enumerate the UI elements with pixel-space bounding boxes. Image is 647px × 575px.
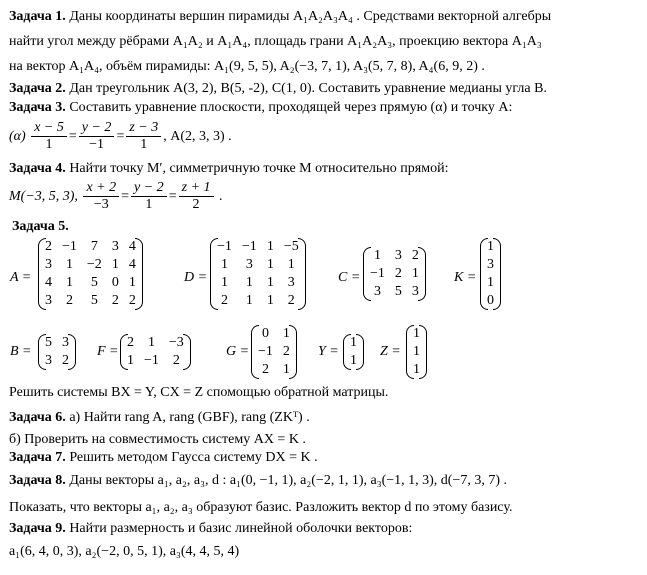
- matrix-F-row: [122, 334, 189, 352]
- matrix-B-cell: 3: [45, 353, 52, 368]
- matrix-A-cell: 5: [90, 293, 98, 308]
- matrix-F-cell: 2: [172, 353, 180, 368]
- task3-f2-den: −1: [89, 137, 105, 153]
- matrix-A-cell: 3: [45, 293, 52, 308]
- matrix-D-cell: 1: [266, 257, 274, 272]
- matrix-A-cell: 1: [128, 275, 136, 290]
- matrix-A-row: [40, 292, 141, 310]
- matrix-Z-cell: 1: [413, 362, 420, 377]
- task4-f1-num: x + 2: [83, 180, 119, 197]
- matrix-D: [212, 238, 304, 310]
- matrix-Z-cell: 1: [413, 344, 420, 359]
- label-K: K =: [454, 270, 477, 285]
- label-D: D =: [184, 270, 208, 285]
- matrix-A-cell: 4: [45, 275, 52, 290]
- task4-f2-num: y − 2: [131, 180, 167, 197]
- matrix-D-row: [212, 274, 304, 292]
- task8-line2: Показать, что векторы a₁, a₂, a₃ образуют базис. Разложить вектор d по этому базису.: [9, 500, 513, 515]
- matrix-D-cell: 1: [287, 257, 295, 272]
- task4-frac-z: [179, 180, 214, 213]
- task2-text: Дан треугольник A(3, 2), B(5, -2), C(1, 0). Составить уравнение медианы угла B.: [69, 81, 547, 96]
- task1-text1: Даны координаты вершин пирамиды A₁A₂A₃A₄ . Средствами векторной алгебры: [69, 9, 552, 24]
- matrix-D-row: [212, 292, 304, 310]
- matrix-Z-cell: 1: [413, 326, 420, 341]
- matrix-C-row: [365, 283, 424, 301]
- matrix-Y-cell: 1: [350, 353, 357, 368]
- task9-text: Найти размерность и базис линейной оболочки векторов:: [69, 521, 413, 536]
- task4-text: Найти точку M′, симметричную точке M относительно прямой:: [69, 161, 449, 176]
- matrix-D-cell: 2: [287, 293, 295, 308]
- task8-title: Задача 8.: [9, 473, 66, 488]
- matrix-A-cell: 7: [90, 239, 98, 254]
- task6-a: а) Найти rang A, rang (GBF), rang (ZKᵀ) .: [69, 410, 310, 425]
- task3-frac-x: [31, 120, 67, 153]
- matrix-D-cell: −5: [283, 239, 299, 254]
- task3-frac-y: [79, 120, 115, 153]
- matrix-D-cell: 1: [266, 239, 274, 254]
- task6-title: Задача 6.: [9, 410, 66, 425]
- matrix-F: [122, 334, 189, 370]
- task4-point-m: M(−3, 5, 3),: [9, 189, 78, 204]
- matrix-A-cell: 4: [128, 239, 136, 254]
- task5-solve: Решить системы BX = Y, CX = Z спомощью обратной матрицы.: [9, 385, 389, 400]
- label-Z: Z =: [380, 344, 401, 359]
- matrix-G-cell: 1: [282, 362, 290, 377]
- matrix-A-cell: 3: [45, 257, 52, 272]
- matrix-A: [40, 238, 141, 310]
- task4-f3-num: z + 1: [179, 180, 214, 197]
- matrix-A-cell: 1: [111, 257, 119, 272]
- matrix-C-row: [365, 265, 424, 283]
- matrix-D-cell: 3: [287, 275, 295, 290]
- matrix-B-cell: 2: [62, 353, 69, 368]
- task1-line2: найти угол между рёбрами A₁A₂ и A₁A₄, площадь грани A₁A₂A₃, проекцию вектора A₁A₃: [9, 34, 542, 49]
- task4-title: Задача 4.: [9, 161, 66, 176]
- label-A: A =: [10, 270, 32, 285]
- matrix-C-cell: 3: [394, 248, 402, 263]
- task1-line1: [9, 8, 551, 26]
- matrix-Y: [345, 334, 362, 370]
- matrix-G-cell: 2: [261, 362, 269, 377]
- matrix-D-cell: 1: [245, 275, 253, 290]
- matrix-A-row: [40, 256, 141, 274]
- matrix-C-cell: 3: [373, 284, 381, 299]
- matrix-F-cell: −1: [144, 353, 159, 368]
- matrix-A-cell: −1: [62, 239, 77, 254]
- matrix-K-cell: 0: [487, 293, 494, 308]
- task5-title-text: Задача 5.: [12, 219, 69, 234]
- task3-equation: (α) $\frac{x - 5}{1}$ = $\frac{y - 2}{-1}$ = $\frac{z - 3}{1}$ , A(2, 3, 3) .: [9, 120, 232, 153]
- matrix-F-row: [122, 352, 189, 370]
- task6-line-a: [9, 409, 310, 427]
- task3-point: , A(2, 3, 3) .: [163, 129, 232, 144]
- task1-line3: на вектор A₁A₄, объём пирамиды: A₁(9, 5, 5), A₂(−3, 7, 1), A₃(5, 7, 8), A₄(6, 9, 2) .: [9, 59, 485, 74]
- matrix-B: [40, 334, 74, 370]
- task8-text1: Даны векторы a₁, a₂, a₃, d : a₁(0, −1, 1), a₂(−2, 1, 1), a₃(−1, 1, 3), d(−7, 3, 7) .: [69, 473, 508, 488]
- task5-title: [12, 218, 69, 236]
- task3-text: Составить уравнение плоскости, проходящей через прямую (α) и точку A:: [69, 100, 513, 115]
- matrix-C-cell: 3: [411, 284, 419, 299]
- matrix-G-cell: 0: [261, 326, 269, 341]
- matrix-F-cell: 1: [127, 353, 134, 368]
- matrix-G-cell: 2: [282, 344, 290, 359]
- matrix-D-cell: −1: [241, 239, 257, 254]
- task4-equation: M(−3, 5, 3), $\frac{x + 2}{-3}$ = $\frac{y - 2}{1}$ = $\frac{z + 1}{2}$ .: [9, 180, 223, 213]
- matrix-C-cell: 1: [373, 248, 381, 263]
- matrix-G-cell: −1: [258, 344, 273, 359]
- matrix-A-cell: 2: [45, 239, 52, 254]
- task4-line: [9, 160, 448, 178]
- task3-f3-num: z − 3: [126, 120, 161, 137]
- matrix-A-cell: 2: [128, 293, 136, 308]
- task9-vectors: a₁(6, 4, 0, 3), a₂(−2, 0, 5, 1), a₃(4, 4, 5, 4): [9, 544, 240, 559]
- matrix-A-cell: 2: [111, 293, 119, 308]
- matrix-C-cell: −1: [370, 266, 385, 281]
- matrix-D-cell: 1: [220, 275, 228, 290]
- matrix-K-cell: 1: [487, 239, 494, 254]
- matrix-K-cell: 3: [487, 257, 494, 272]
- matrix-F-cell: −3: [168, 335, 184, 350]
- matrix-A-cell: 0: [111, 275, 119, 290]
- label-G: G =: [226, 344, 250, 359]
- matrix-D-cell: 1: [220, 257, 228, 272]
- matrix-K: [482, 238, 499, 310]
- task3-f2-num: y − 2: [79, 120, 115, 137]
- task3-f3-den: 1: [140, 137, 148, 153]
- matrix-D-cell: 1: [266, 293, 274, 308]
- matrix-B-cell: 5: [45, 335, 52, 350]
- matrix-A-cell: −2: [86, 257, 102, 272]
- matrix-A-row: [40, 274, 141, 292]
- matrix-K-cell: 1: [487, 275, 494, 290]
- matrix-C: [365, 247, 424, 301]
- matrix-A-cell: 1: [65, 257, 73, 272]
- task3-f1-num: x − 5: [31, 120, 67, 137]
- matrix-Z: [408, 325, 425, 379]
- matrix-C-row: [365, 247, 424, 265]
- task7-title: Задача 7.: [9, 450, 66, 465]
- task4-f3-den: 2: [192, 197, 200, 213]
- label-Y: Y =: [318, 344, 339, 359]
- task6-line-b: б) Проверить на совместимость систему AX = K .: [9, 432, 306, 447]
- matrix-D-cell: −1: [217, 239, 232, 254]
- task1-title: Задача 1.: [9, 9, 66, 24]
- matrix-A-cell: 4: [128, 257, 136, 272]
- matrix-A-cell: 1: [65, 275, 73, 290]
- matrix-D-cell: 1: [245, 293, 253, 308]
- matrix-A-cell: 3: [111, 239, 119, 254]
- matrix-B-cell: 3: [62, 335, 69, 350]
- task7-line: [9, 449, 318, 467]
- matrix-G-cell: 1: [282, 326, 290, 341]
- matrix-C-cell: 2: [394, 266, 402, 281]
- task3-alpha: (α): [9, 129, 26, 144]
- task3-f1-den: 1: [45, 137, 53, 153]
- task3-line: [9, 99, 512, 117]
- task8-line1: [9, 472, 507, 490]
- task2-title: Задача 2.: [9, 81, 66, 96]
- task2-line: [9, 80, 547, 98]
- matrix-A-row: [40, 238, 141, 256]
- matrix-F-cell: 2: [127, 335, 134, 350]
- matrix-G: [253, 325, 295, 379]
- matrix-C-cell: 5: [394, 284, 402, 299]
- task7-text: Решить методом Гаусса систему DX = K .: [69, 450, 318, 465]
- task4-f1-den: −3: [93, 197, 109, 213]
- matrix-D-cell: 1: [266, 275, 274, 290]
- matrix-D-row: [212, 238, 304, 256]
- label-F: F =: [97, 344, 119, 359]
- label-C: C =: [338, 270, 361, 285]
- matrix-D-cell: 3: [245, 257, 253, 272]
- task9-title: Задача 9.: [9, 521, 66, 536]
- matrix-Y-cell: 1: [350, 335, 357, 350]
- matrix-D-cell: 2: [220, 293, 228, 308]
- matrix-A-cell: 5: [90, 275, 98, 290]
- matrix-F-cell: 1: [147, 335, 155, 350]
- task9-line: [9, 520, 412, 538]
- matrix-D-row: [212, 256, 304, 274]
- task4-f2-den: 1: [145, 197, 153, 213]
- label-B: B =: [10, 344, 32, 359]
- task3-title: Задача 3.: [9, 100, 66, 115]
- matrix-A-cell: 2: [65, 293, 73, 308]
- task3-frac-z: [126, 120, 161, 153]
- matrix-C-cell: 2: [411, 248, 419, 263]
- matrix-C-cell: 1: [411, 266, 419, 281]
- task4-frac-x: [83, 180, 119, 213]
- task4-frac-y: [131, 180, 167, 213]
